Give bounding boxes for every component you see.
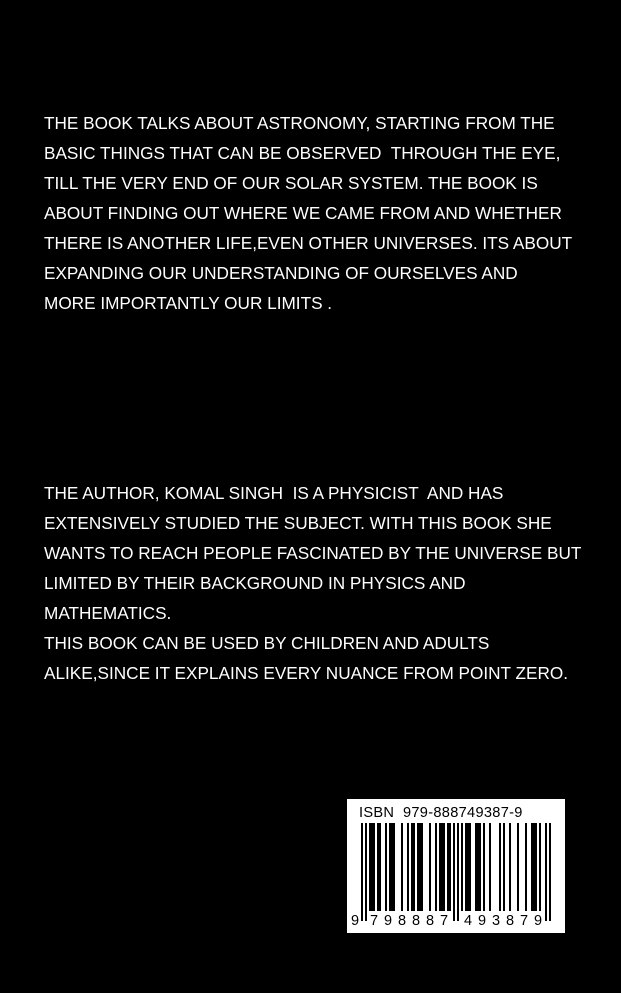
barcode-digit: 8 <box>425 913 435 929</box>
description-line: TILL THE VERY END OF OUR SOLAR SYSTEM. THE BOOK IS <box>44 173 538 193</box>
barcode-bar <box>401 823 403 911</box>
barcode-digit: 7 <box>369 913 379 929</box>
barcode-bar <box>435 823 437 911</box>
barcode-bar <box>365 823 367 921</box>
barcode-digit: 7 <box>519 913 529 929</box>
barcode-bar <box>449 823 451 911</box>
author-bio-line: THE AUTHOR, KOMAL SINGH IS A PHYSICIST AND HAS <box>44 483 504 503</box>
barcode-digit: 9 <box>350 913 360 929</box>
barcode-bar <box>453 823 455 921</box>
barcode-bar <box>517 823 519 911</box>
barcode-bar <box>391 823 393 911</box>
isbn-barcode <box>347 799 565 933</box>
barcode-bar <box>477 823 479 911</box>
author-bio-line: ALIKE,SINCE IT EXPLAINS EVERY NUANCE FROM POINT ZERO. <box>44 663 569 683</box>
barcode-bar <box>533 823 535 911</box>
barcode-bar <box>411 823 413 911</box>
description-line: THERE IS ANOTHER LIFE,EVEN OTHER UNIVERSES. ITS ABOUT <box>44 233 573 253</box>
barcode-bar <box>447 823 449 911</box>
barcode-bar <box>439 823 441 911</box>
barcode-bar <box>369 823 371 911</box>
barcode-digit: 8 <box>397 913 407 929</box>
barcode-bar <box>441 823 443 911</box>
barcode-bar <box>467 823 469 911</box>
author-bio <box>44 478 604 688</box>
barcode-bar <box>545 823 547 921</box>
barcode-bar <box>489 823 491 911</box>
barcode-bar <box>393 823 395 911</box>
barcode-bar <box>417 823 419 911</box>
isbn-label: ISBN 979-888749387-9 <box>359 805 523 821</box>
description-line: MORE IMPORTANTLY OUR LIMITS . <box>44 293 333 313</box>
barcode-bar <box>377 823 379 911</box>
barcode-bar <box>371 823 373 911</box>
barcode-bar <box>429 823 431 911</box>
barcode-bar <box>531 823 533 911</box>
barcode-digit: 3 <box>491 913 501 929</box>
author-bio-line: EXTENSIVELY STUDIED THE SUBJECT. WITH THIS BOOK SHE <box>44 513 552 533</box>
book-description <box>44 108 604 318</box>
barcode-bar <box>373 823 375 911</box>
barcode-bar <box>385 823 387 911</box>
barcode-bar <box>525 823 527 911</box>
barcode-digit: 7 <box>439 913 449 929</box>
barcode-bar <box>419 823 421 911</box>
barcode-bar <box>443 823 445 911</box>
description-line: ABOUT FINDING OUT WHERE WE CAME FROM AND WHETHER <box>44 203 562 223</box>
author-bio-line: MATHEMATICS. <box>44 603 172 623</box>
author-bio-line: THIS BOOK CAN BE USED BY CHILDREN AND ADULTS <box>44 633 490 653</box>
barcode-bar <box>407 823 409 911</box>
barcode-bar <box>549 823 551 921</box>
barcode-bar <box>483 823 485 911</box>
barcode-bar <box>479 823 481 911</box>
barcode-digit: 9 <box>477 913 487 929</box>
barcode-bar <box>503 823 505 911</box>
barcode-bar <box>469 823 471 911</box>
barcode-bar <box>509 823 511 911</box>
author-bio-line: LIMITED BY THEIR BACKGROUND IN PHYSICS AND <box>44 573 466 593</box>
barcode-bar <box>465 823 467 911</box>
barcode-bar <box>361 823 363 921</box>
barcode-bar <box>499 823 501 911</box>
barcode-bar <box>413 823 415 911</box>
author-bio-line: WANTS TO REACH PEOPLE FASCINATED BY THE UNIVERSE BUT <box>44 543 582 563</box>
barcode-bar <box>379 823 381 911</box>
description-line: EXPANDING OUR UNDERSTANDING OF OURSELVES AND <box>44 263 518 283</box>
barcode-bar <box>539 823 541 911</box>
barcode-bar <box>389 823 391 911</box>
barcode-digit: 8 <box>505 913 515 929</box>
barcode-digit: 9 <box>533 913 543 929</box>
description-line: BASIC THINGS THAT CAN BE OBSERVED THROUGH THE EYE, <box>44 143 561 163</box>
barcode-bar <box>475 823 477 911</box>
barcode-bar <box>535 823 537 911</box>
barcode-bar <box>461 823 463 911</box>
barcode-bar <box>421 823 423 911</box>
barcode-bar <box>457 823 459 921</box>
barcode-digit: 8 <box>411 913 421 929</box>
barcode-digit: 9 <box>383 913 393 929</box>
description-line: THE BOOK TALKS ABOUT ASTRONOMY, STARTING FROM THE <box>44 113 555 133</box>
barcode-digit: 4 <box>463 913 473 929</box>
